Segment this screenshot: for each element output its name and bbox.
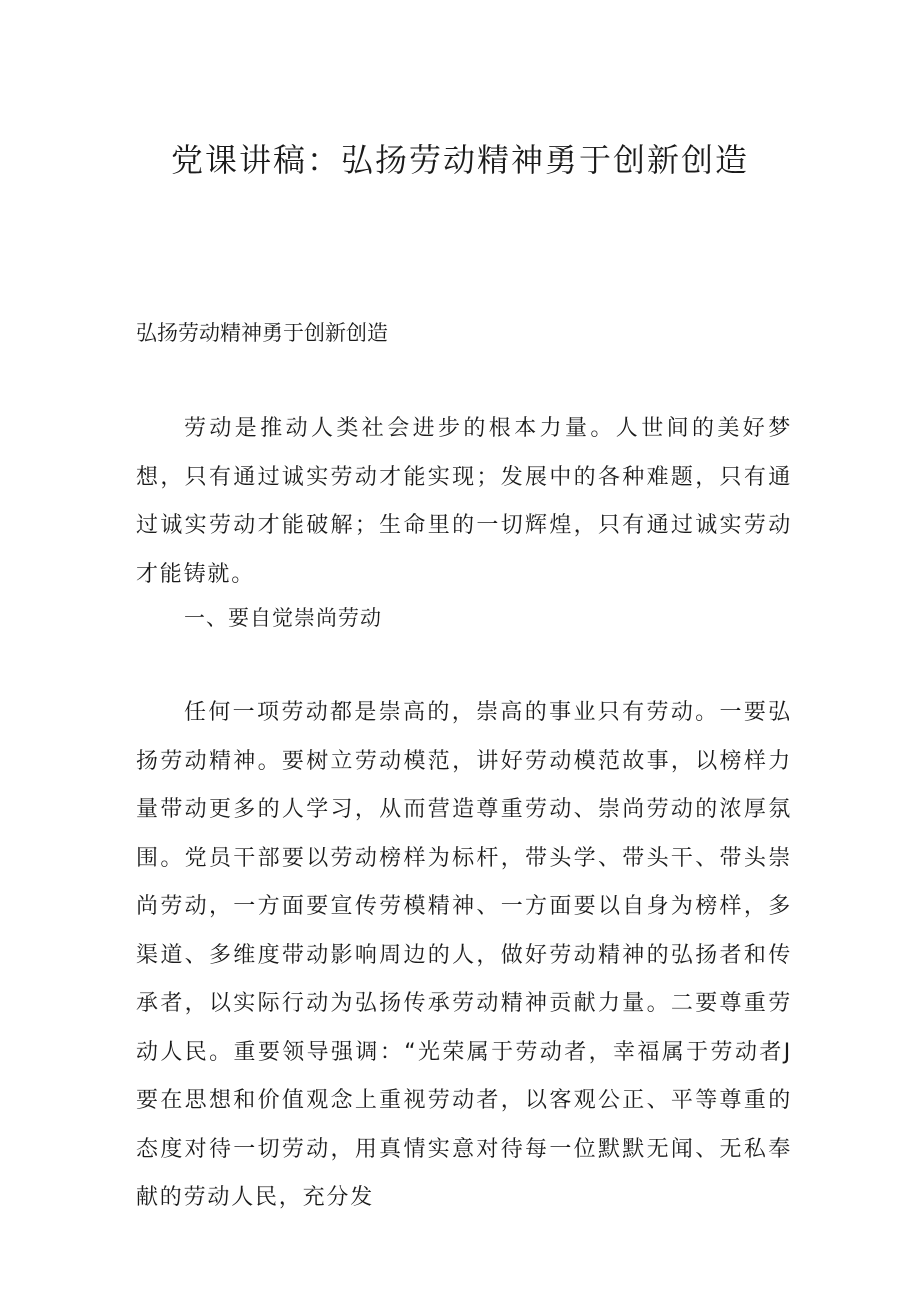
section-heading: 一、要自觉崇尚劳动 (184, 606, 382, 630)
document-title: 党课讲稿：弘扬劳动精神勇于创新创造 (170, 141, 749, 179)
paragraph-section-1: 任何一项劳动都是崇高的，崇高的事业只有劳动。一要弘扬劳动精神。要树立劳动模范，讲好劳动模范故事，以榜样力量带动更多的人学习，从而营造尊重劳动、崇尚劳动的浓厚氛围。党员干部要以劳动榜样为标杆，带头学、带头干、带头崇尚劳动，一方面要宣传劳模精神、一方面要以自身为榜样，多渠道、多维度带动影响周边的人，做好劳动精神的弘扬者和传承者，以实际行动为弘扬传承劳动精神贡献力量。二要尊重劳动人民。重要领导强调：“光荣属于劳动者，幸福属于劳动者J要在思想和价值观念上重视劳动者，以客观公正、平等尊重的态度对待一切劳动，用真情实意对待每一位默默无闻、无私奉献的劳动人民，充分发 (136, 700, 792, 1210)
document-subtitle: 弘扬劳动精神勇于创新创造 (136, 321, 388, 345)
paragraph-intro: 劳动是推动人类社会进步的根本力量。人世间的美好梦想，只有通过诚实劳动才能实现；发展中的各种难题，只有通过诚实劳动才能破解；生命里的一切辉煌，只有通过诚实劳动才能铸就。 (136, 416, 792, 587)
